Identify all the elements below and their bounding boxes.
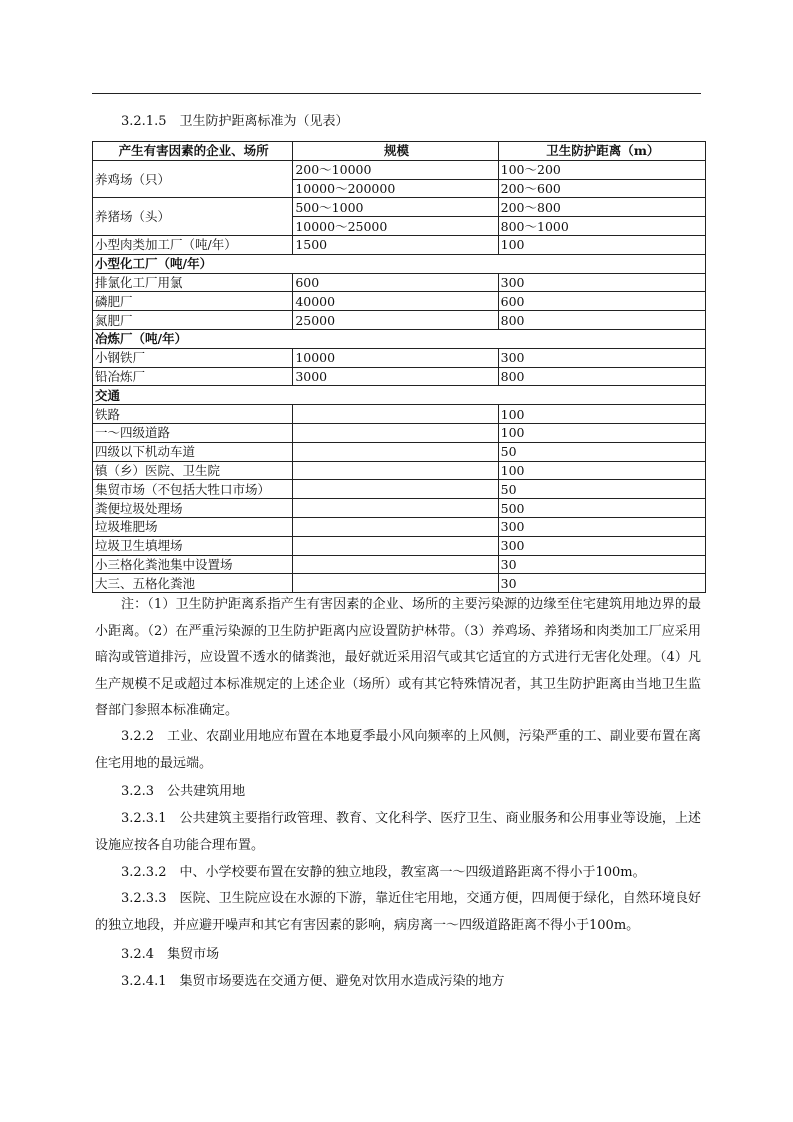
section-cell-chemical: 小型化工厂（吨/年） [93, 254, 706, 273]
distance-cell: 100 [498, 405, 705, 424]
category-cell: 垃圾堆肥场 [93, 517, 293, 536]
category-cell: 铁路 [93, 405, 293, 424]
scale-cell: 10000～200000 [293, 179, 498, 198]
paragraph-3-2-4-heading: 3.2.4 集贸市场 [121, 947, 220, 962]
section-cell-smelting: 冶炼厂（吨/年） [93, 329, 706, 348]
distance-cell: 300 [498, 536, 705, 555]
table-row [93, 405, 706, 424]
distance-cell: 300 [498, 517, 705, 536]
scale-cell: 500～1000 [293, 198, 498, 217]
distance-cell: 300 [498, 273, 705, 292]
distance-cell: 200～800 [498, 198, 705, 217]
paragraph-3-2-3-3: 3.2.3.3 医院、卫生院应设在水源的下游，靠近住宅用地，交通方便，四周便于绿化，自然环境良好的独立地段，并应避开噪声和其它有害因素的影响，病房离一～四级道路距离不得小于100m。 [95, 891, 701, 933]
scale-cell: 600 [293, 273, 498, 292]
table-section-row [93, 386, 706, 405]
scale-cell [293, 555, 498, 574]
distance-cell: 50 [498, 480, 705, 499]
distance-cell: 100 [498, 235, 705, 254]
distance-cell: 300 [498, 348, 705, 367]
scale-cell: 1500 [293, 235, 498, 254]
distance-cell: 30 [498, 574, 705, 593]
category-cell: 四级以下机动车道 [93, 442, 293, 461]
scale-cell [293, 536, 498, 555]
scale-cell [293, 499, 498, 518]
paragraph-3-2-3-heading: 3.2.3 公共建筑用地 [121, 784, 246, 799]
section-heading: 3.2.1.5 卫生防护距离标准为（见表） [121, 114, 349, 129]
category-cell: 集贸市场（不包括大牲口市场） [93, 480, 293, 499]
category-cell: 垃圾卫生填埋场 [93, 536, 293, 555]
scale-cell [293, 461, 498, 480]
header-cell: 规模 [293, 142, 498, 161]
table-row [93, 423, 706, 442]
table-row [93, 480, 706, 499]
table-row [93, 555, 706, 574]
scale-cell [293, 442, 498, 461]
paragraph-3-2-3-1: 3.2.3.1 公共建筑主要指行政管理、教育、文化科学、医疗卫生、商业服务和公用事业等设施，上述设施应按各自功能合理布置。 [95, 811, 701, 853]
distance-cell: 100 [498, 461, 705, 480]
category-cell: 铅冶炼厂 [93, 367, 293, 386]
category-cell: 排氯化工厂用氯 [93, 273, 293, 292]
scale-cell [293, 574, 498, 593]
table-row [93, 574, 706, 593]
scale-cell: 10000 [293, 348, 498, 367]
table-header-row [93, 142, 706, 161]
category-cell: 大三、五格化粪池 [93, 574, 293, 593]
category-cell: 养猪场（头） [93, 198, 293, 236]
scale-cell: 10000～25000 [293, 217, 498, 236]
distance-cell: 200～600 [498, 179, 705, 198]
category-cell: 小钢铁厂 [93, 348, 293, 367]
table-row [93, 442, 706, 461]
hygiene-distance-table [92, 141, 706, 593]
scale-cell [293, 517, 498, 536]
scale-cell: 25000 [293, 311, 498, 330]
category-cell: 一～四级道路 [93, 423, 293, 442]
category-cell: 小三格化粪池集中设置场 [93, 555, 293, 574]
category-cell: 小型肉类加工厂（吨/年） [93, 235, 293, 254]
distance-cell: 600 [498, 292, 705, 311]
distance-cell: 100～200 [498, 160, 705, 179]
scale-cell [293, 405, 498, 424]
table-row [93, 499, 706, 518]
table-row [93, 235, 706, 254]
scale-cell: 40000 [293, 292, 498, 311]
table-note: 注：（1）卫生防护距离系指产生有害因素的企业、场所的主要污染源的边缘至住宅建筑用地边界的最小距离。（2）在严重污染源的卫生防护距离内应设置防护林带。（3）养鸡场、养猪场和肉类加工厂应采用暗沟或管道排污，应设置不透水的储粪池，最好就近采用沼气或其它适宜的方式进行无害化处理。（4）凡生产规模不足或超过本标准规定的上述企业（场所）或有其它特殊情况者，其卫生防护距离由当地卫生监督部门参照本标准确定。 [95, 597, 701, 718]
paragraph-3-2-2: 3.2.2 工业、农副业用地应布置在本地夏季最小风向频率的上风侧，污染严重的工、副业要布置在离住宅用地的最远端。 [95, 729, 701, 771]
table-section-row [93, 329, 706, 348]
section-cell-traffic: 交通 [93, 386, 706, 405]
header-cell: 卫生防护距离（m） [498, 142, 705, 161]
scale-cell [293, 480, 498, 499]
table-row [93, 536, 706, 555]
category-cell: 氮肥厂 [93, 311, 293, 330]
distance-cell: 50 [498, 442, 705, 461]
category-cell: 磷肥厂 [93, 292, 293, 311]
scale-cell: 200～10000 [293, 160, 498, 179]
table-row [93, 367, 706, 386]
table-row [93, 461, 706, 480]
paragraph-3-2-3-2: 3.2.3.2 中、小学校要布置在安静的独立地段，教室离一～四级道路距离不得小于100m。 [121, 865, 646, 880]
distance-cell: 500 [498, 499, 705, 518]
category-cell: 镇（乡）医院、卫生院 [93, 461, 293, 480]
distance-cell: 800 [498, 367, 705, 386]
distance-cell: 800～1000 [498, 217, 705, 236]
distance-cell: 100 [498, 423, 705, 442]
table-row [93, 292, 706, 311]
table-row [93, 198, 706, 217]
scale-cell [293, 423, 498, 442]
header-cell: 产生有害因素的企业、场所 [93, 142, 293, 161]
distance-cell: 800 [498, 311, 705, 330]
category-cell: 养鸡场（只） [93, 160, 293, 198]
scale-cell: 3000 [293, 367, 498, 386]
distance-cell: 30 [498, 555, 705, 574]
table-row [93, 160, 706, 179]
table-row [93, 348, 706, 367]
header-rule [92, 93, 701, 94]
table-row [93, 517, 706, 536]
paragraph-3-2-4-1: 3.2.4.1 集贸市场要选在交通方便、避免对饮用水造成污染的地方 [121, 974, 505, 989]
table-row [93, 273, 706, 292]
table-section-row [93, 254, 706, 273]
category-cell: 粪便垃圾处理场 [93, 499, 293, 518]
table-row [93, 311, 706, 330]
